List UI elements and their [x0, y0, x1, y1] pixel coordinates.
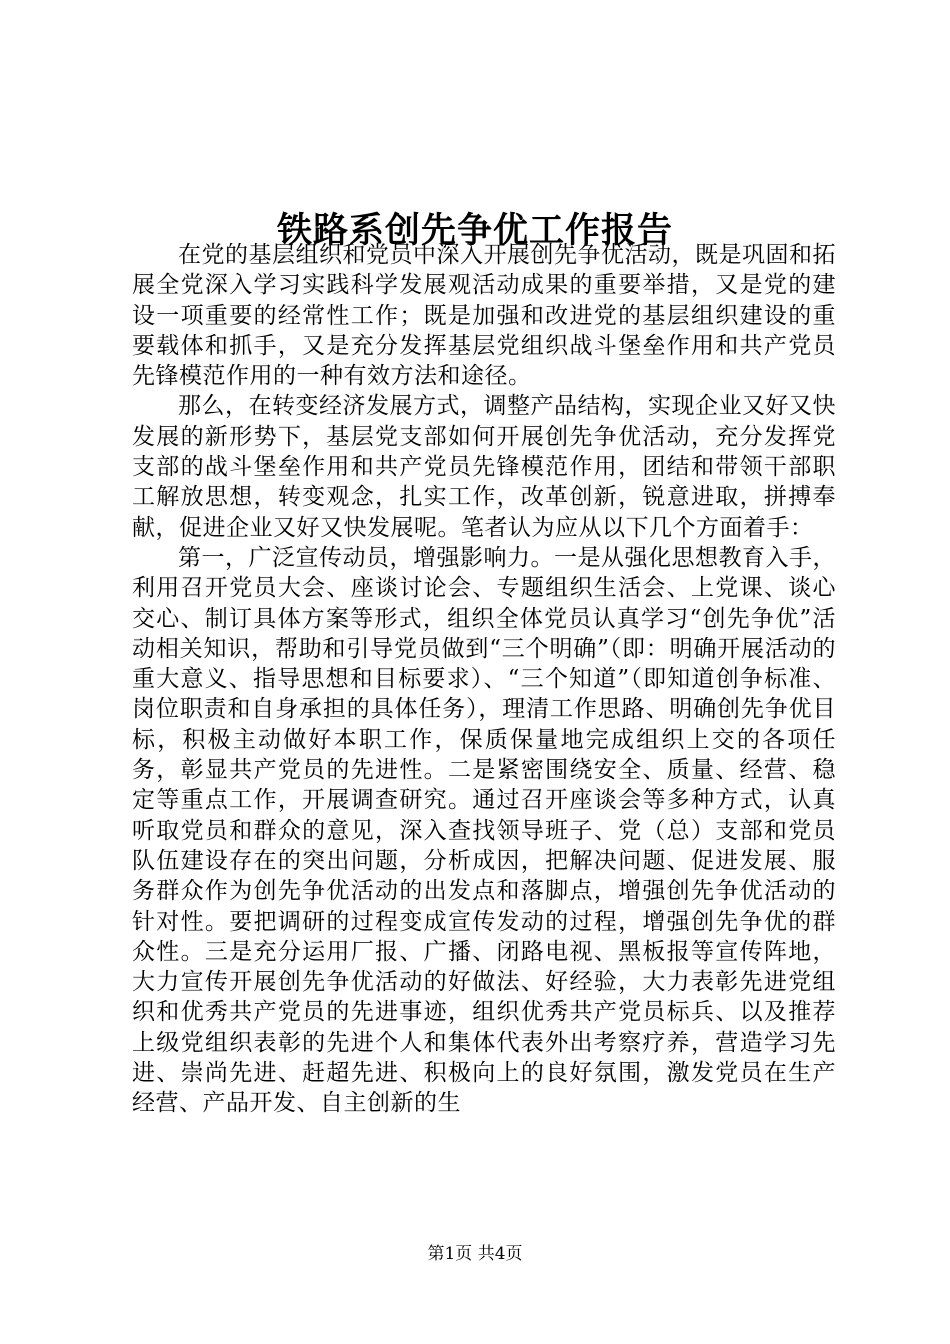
document-title: 铁路系创先争优工作报告 — [276, 210, 673, 252]
document-body — [132, 240, 836, 1119]
body-paragraph-3: 第一，广泛宣传动员，增强影响力。一是从强化思想教育入手，利用召开党员大会、座谈讨论会、专题组织生活会、上党课、谈心交心、制订具体方案等形式，组织全体党员认真学习“创先争优”活动相关知识，帮助和引导党员做到“三个明确”（即：明确开展活动的重大意义、指导思想和目标要求）、“三个知道”（即知道创争标准、岗位职责和自身承担的具体任务），理清工作思路、明确创先争优目标，积极主动做好本职工作，保质保量地完成组织上交的各项任务，彰显共产党员的先进性。二是紧密围绕安全、质量、经营、稳定等重点工作，开展调查研究。通过召开座谈会等多种方式，认真听取党员和群众的意见，深入查找领导班子、党（总）支部和党员队伍建设存在的突出问题，分析成因，把解决问题、促进发展、服务群众作为创先争优活动的出发点和落脚点，增强创先争优活动的针对性。要把调研的过程变成宣传发动的过程，增强创先争优的群众性。三是充分运用厂报、广播、闭路电视、黑板报等宣传阵地，大力宣传开展创先争优活动的好做法、好经验，大力表彰先进党组织和优秀共产党员的先进事迹，组织优秀共产党员标兵、以及推荐上级党组织表彰的先进个人和集体代表外出考察疗养，营造学习先进、崇尚先进、赶超先进、积极向上的良好氛围，激发党员在生产经营、产品开发、自主创新的生 — [132, 544, 836, 1117]
page-number-footer: 第1页 共4页 — [427, 1244, 523, 1264]
body-paragraph-2: 那么，在转变经济发展方式，调整产品结构，实现企业又好又快发展的新形势下，基层党支部如何开展创先争优活动，充分发挥党支部的战斗堡垒作用和共产党员先锋模范作用，团结和带领干部职工解放思想，转变观念，扎实工作，改革创新，锐意进取，拼搏奉献，促进企业又好又快发展呢。笔者认为应从以下几个方面着手： — [132, 393, 836, 541]
body-paragraph-1: 在党的基层组织和党员中深入开展创先争优活动，既是巩固和拓展全党深入学习实践科学发展观活动成果的重要举措，又是党的建设一项重要的经常性工作；既是加强和改进党的基层组织建设的重要载体和抓手，又是充分发挥基层党组织战斗堡垒作用和共产党员先锋模范作用的一种有效方法和途径。 — [132, 242, 836, 390]
